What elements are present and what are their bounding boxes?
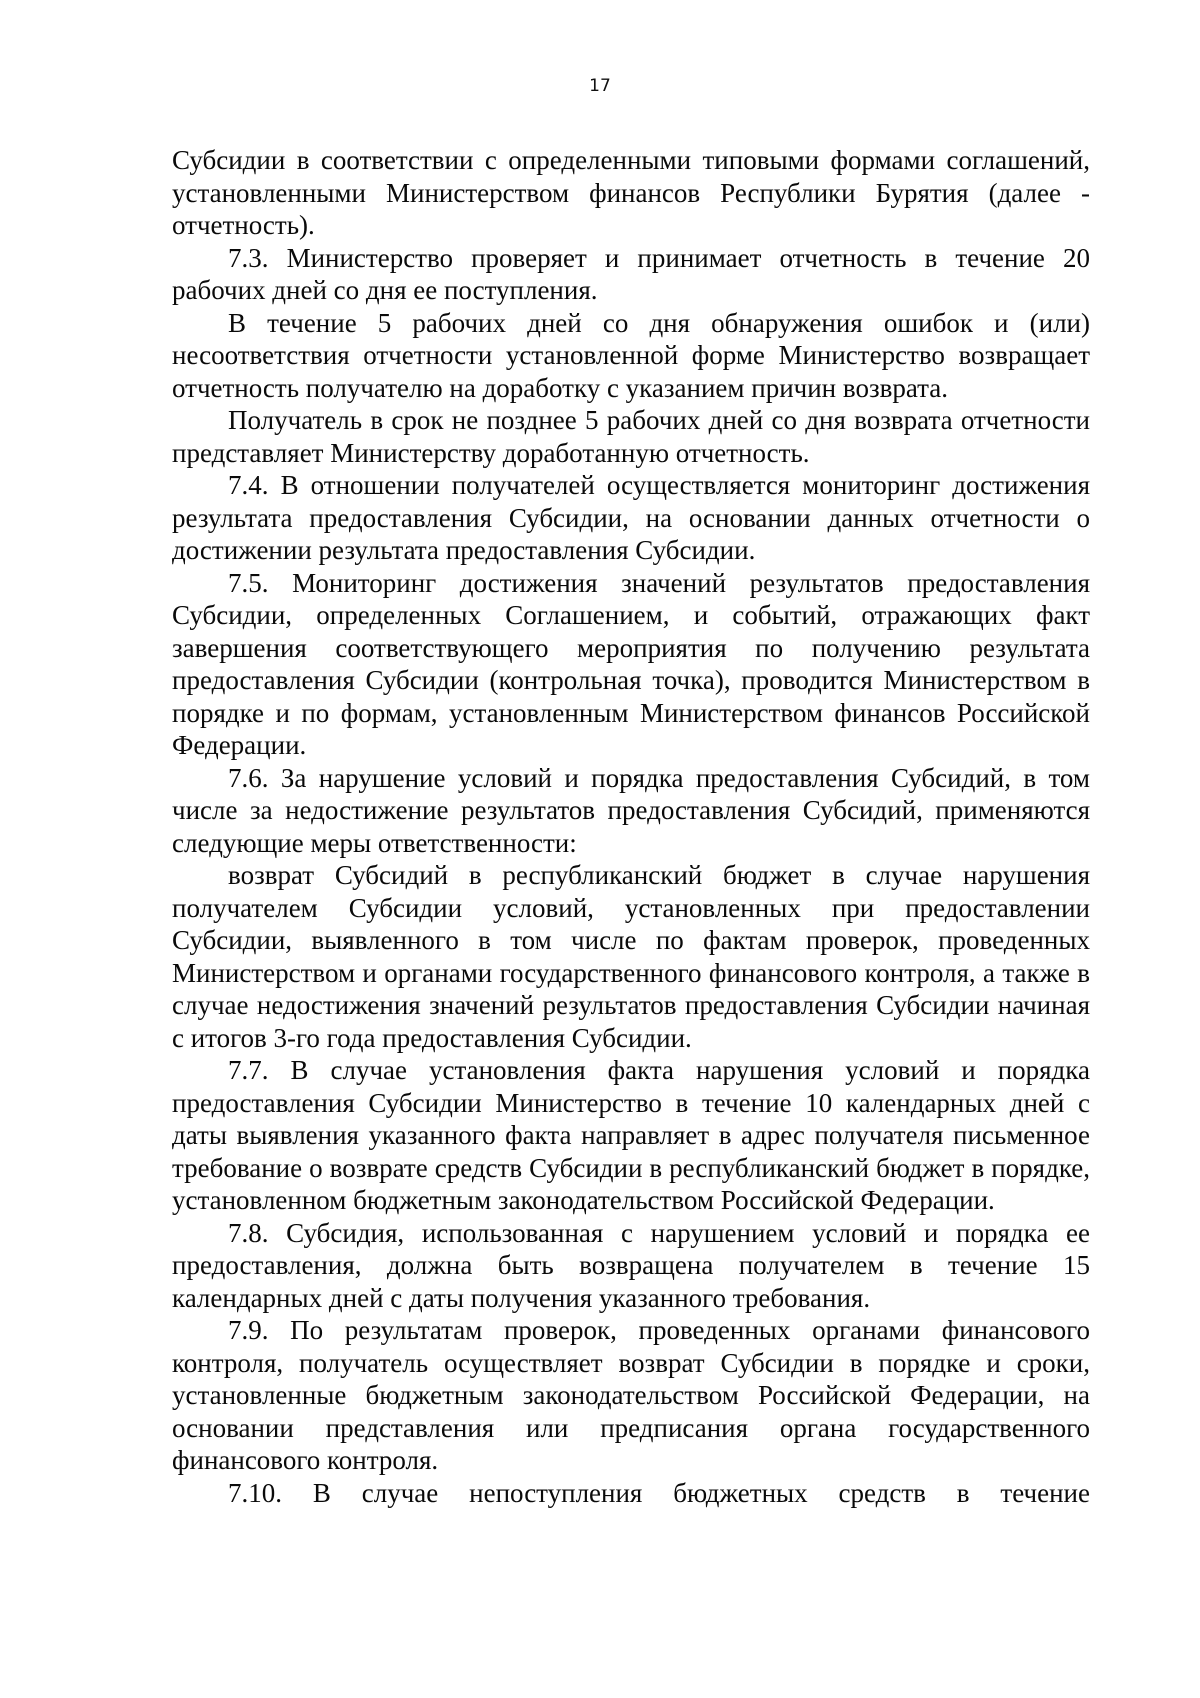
paragraph-7-10: 7.10. В случае непоступления бюджетных средств в течение bbox=[228, 1477, 1090, 1508]
paragraph-subsidy-return-measure: возврат Субсидий в республиканский бюджет в случае нарушения получателем Субсидии условий, установленных при предоставлении Субсидии, выявленного в том числе по фактам проверок, проведенных Министерством и органами государственного финансового контроля, а также в случае недостижения значений результатов предоставления Субсидии начиная с итогов 3-го года предоставления Субсидии. bbox=[172, 860, 1090, 1053]
paragraph-7-6: 7.6. За нарушение условий и порядка предоставления Субсидий, в том числе за недостижение результатов предоставления Субсидий, применяются следующие меры ответственности: bbox=[172, 762, 1090, 858]
paragraph-7-5: 7.5. Мониторинг достижения значений результатов предоставления Субсидии, определенных Соглашением, и событий, отражающих факт завершения соответствующего мероприятия по получению результата предоставления Субсидии (контрольная точка), проводится Министерством в порядке и по формам, установленным Министерством финансов Российской Федерации. bbox=[172, 567, 1090, 760]
paragraph-7-8: 7.8. Субсидия, использованная с нарушением условий и порядка ее предоставления, должна быть возвращена получателем в течение 15 календарных дней с даты получения указанного требования. bbox=[172, 1217, 1090, 1313]
document-body bbox=[172, 144, 1090, 1509]
paragraph-7-9: 7.9. По результатам проверок, проведенных органами финансового контроля, получатель осуществляет возврат Субсидии в порядке и сроки, установленные бюджетным законодательством Российской Федерации, на основании представления или предписания органа государственного финансового контроля. bbox=[172, 1315, 1090, 1475]
paragraph-7-3: 7.3. Министерство проверяет и принимает отчетность в течение 20 рабочих дней со дня ее поступления. bbox=[172, 242, 1090, 305]
paragraph-reporting-continuation: Субсидии в соответствии с определенными типовыми формами соглашений, установленными Министерством финансов Республики Бурятия (далее - отчетность). bbox=[172, 145, 1090, 240]
paragraph-7-4: 7.4. В отношении получателей осуществляется мониторинг достижения результата предоставления Субсидии, на основании данных отчетности о достижении результата предоставления Субсидии. bbox=[172, 470, 1090, 565]
paragraph-recipient-resubmission: Получатель в срок не позднее 5 рабочих дней со дня возврата отчетности представляет Министерству доработанную отчетность. bbox=[172, 405, 1090, 468]
page-number: 17 bbox=[589, 76, 611, 96]
paragraph-7-7: 7.7. В случае установления факта нарушения условий и порядка предоставления Субсидии Министерство в течение 10 календарных дней с даты выявления указанного факта направляет в адрес получателя письменное требование о возврате средств Субсидии в республиканский бюджет в порядке, установленном бюджетным законодательством Российской Федерации. bbox=[172, 1055, 1090, 1215]
paragraph-return-for-revision: В течение 5 рабочих дней со дня обнаружения ошибок и (или) несоответствия отчетности установленной форме Министерство возвращает отчетность получателю на доработку с указанием причин возврата. bbox=[172, 307, 1090, 403]
